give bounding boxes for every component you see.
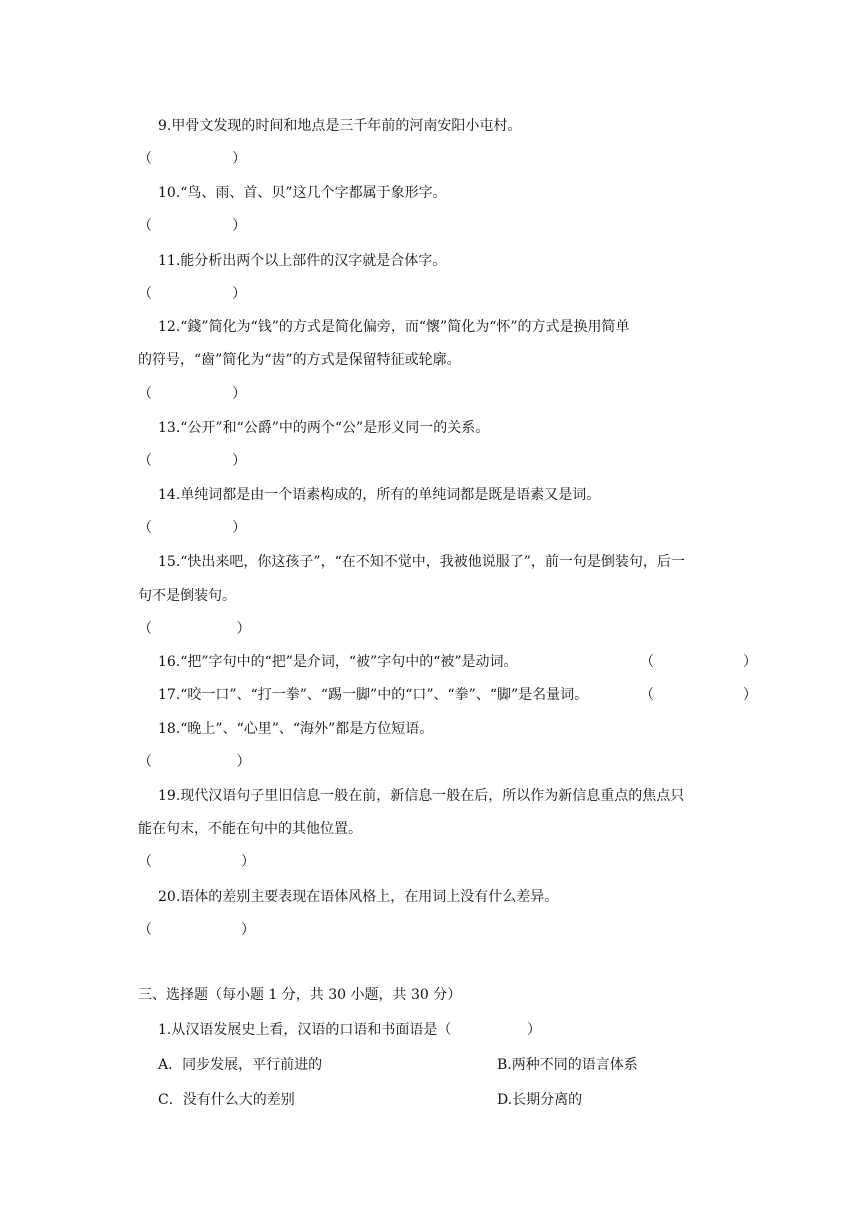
question-11: 11.能分析出两个以上部件的汉字就是合体字。 <box>158 253 447 269</box>
question-14: 14.单纯词都是由一个语素构成的，所有的单纯词都是既是语素又是词。 <box>158 487 601 503</box>
question-15-continued: 句不是倒装句。 <box>138 588 236 604</box>
answer-paren-20: （ ） <box>138 922 256 938</box>
question-13: 13.“公开”和“公爵”中的两个“公”是形义同一的关系。 <box>158 420 490 436</box>
question-19-continued: 能在句末，不能在句中的其他位置。 <box>138 821 362 837</box>
answer-paren-12: （ ） <box>138 386 247 402</box>
question-9: 9.甲骨文发现的时间和地点是三千年前的河南安阳小屯村。 <box>158 118 522 134</box>
answer-paren-14: （ ） <box>138 520 247 536</box>
answer-paren-9: （ ） <box>138 151 247 167</box>
question-20: 20.语体的差别主要表现在语体风格上，在用词上没有什么差异。 <box>158 889 559 905</box>
question-17: 17.“咬一口”、“打一拳”、“踢一脚”中的“口”、“拳”、“脚”是名量词。 <box>158 687 589 703</box>
section-3-heading: 三、选择题（每小题 1 分，共 30 小题，共 30 分） <box>138 987 462 1003</box>
option-c: C．没有什么大的差别 <box>158 1092 295 1108</box>
answer-paren-11: （ ） <box>138 286 247 302</box>
question-10: 10.“鸟、雨、首、贝”这几个字都属于象形字。 <box>158 185 447 201</box>
option-a: A．同步发展，平行前进的 <box>158 1057 323 1073</box>
answer-paren-15: （ ） <box>138 621 251 637</box>
answer-paren-16: （ ） <box>640 654 758 670</box>
option-b: B.两种不同的语言体系 <box>497 1057 638 1073</box>
question-12: 12.“錢”简化为“钱”的方式是简化偏旁，而“懷”简化为“怀”的方式是换用简单 <box>158 319 630 335</box>
question-18: 18.“晚上”、“心里”、“海外”都是方位短语。 <box>158 721 434 737</box>
answer-paren-18: （ ） <box>138 754 251 770</box>
question-19: 19.现代汉语句子里旧信息一般在前，新信息一般在后，所以作为新信息重点的焦点只 <box>158 788 685 804</box>
answer-paren-10: （ ） <box>138 218 247 234</box>
mc-question-1: 1.从汉语发展史上看，汉语的口语和书面语是（ ） <box>158 1022 542 1038</box>
question-16: 16.“把”字句中的“把”是介词，“被”字句中的“被”是动词。 <box>158 654 518 670</box>
answer-paren-17: （ ） <box>640 687 758 703</box>
answer-paren-19: （ ） <box>138 854 256 870</box>
question-15: 15.“快出来吧，你这孩子”，“在不知不觉中，我被他说服了”，前一句是倒装句，后一 <box>158 554 685 570</box>
answer-paren-13: （ ） <box>138 453 247 469</box>
option-d: D.长期分离的 <box>497 1092 583 1108</box>
question-12-continued: 的符号，“齒”简化为“齿”的方式是保留特征或轮廓。 <box>138 352 461 368</box>
